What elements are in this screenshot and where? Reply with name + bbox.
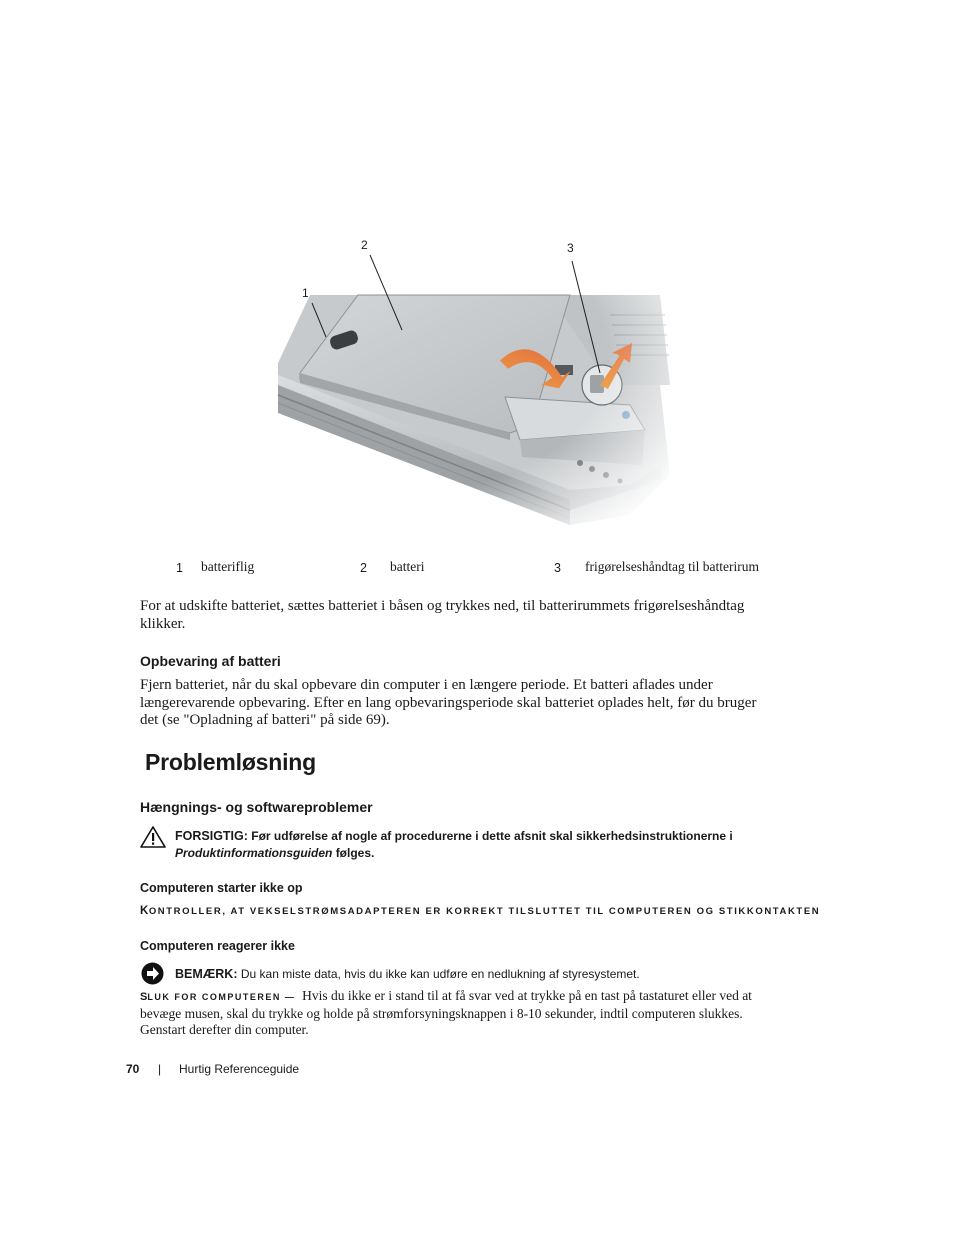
caution-text-end: følges.	[335, 846, 375, 860]
laptop-battery-drawing	[270, 235, 690, 535]
section-title: Problemløsning	[145, 749, 316, 775]
no-response-heading: Computeren reagerer ikke	[140, 939, 295, 953]
text-line: bevæge musen, skal du trykke og holde på strømforsyningsknappen i 8-10 sekunder, indtil computeren slukkes.	[140, 1005, 743, 1021]
callout-2: 2	[361, 238, 368, 252]
footer-separator: |	[158, 1062, 162, 1076]
legend-number: 1	[176, 561, 183, 575]
legend-label: batteri	[390, 559, 425, 574]
text-line: Hvis du ikke er i stand til at få svar ved at trykke på en tast på tastaturet eller ved at	[302, 988, 752, 1003]
notice-note	[175, 966, 795, 983]
callout-1: 1	[302, 286, 309, 300]
legend-number: 2	[360, 561, 367, 575]
footer-title: Hurtig Referenceguide	[179, 1062, 300, 1076]
caution-label: FORSIGTIG:	[175, 829, 248, 843]
no-start-instruction	[140, 905, 820, 917]
text-line: det (se "Opladning af batteri" på side 69).	[140, 712, 390, 728]
notice-icon	[141, 962, 164, 990]
no-start-heading: Computeren starter ikke op	[140, 881, 303, 895]
text-line: klikker.	[140, 615, 186, 632]
text-line: længerevarende opbevaring. Efter en lang opbevaringsperiode skal batteriet oplades helt, før du bruger	[140, 694, 757, 711]
hang-heading: Hængnings- og softwareproblemer	[140, 799, 373, 815]
shutdown-paragraph	[140, 988, 820, 1039]
replace-battery-paragraph	[140, 598, 810, 633]
text-line: Genstart derefter din computer.	[140, 1022, 309, 1037]
instruction-text: ONTROLLER, AT VEKSELSTRØMSADAPTEREN ER KORREKT TILSLUTTET TIL COMPUTEREN OG STIKKONTAKTEN	[148, 906, 821, 917]
action-label: LUK FOR COMPUTEREN —	[147, 992, 296, 1002]
text-line: For at udskifte batteriet, sættes batteriet i båsen og trykkes ned, til batterirummets frigørelseshåndtag	[140, 598, 745, 614]
notice-label: BEMÆRK:	[175, 967, 238, 981]
caution-text: Før udførelse af nogle af procedurerne i dette afsnit skal sikkerhedsinstruktionerne i	[251, 829, 733, 843]
caution-note	[175, 828, 795, 862]
callout-3: 3	[567, 241, 574, 255]
legend-label: frigørelseshåndtag til batterirum	[585, 559, 759, 574]
battery-illustration	[270, 235, 690, 535]
legend-number: 3	[554, 561, 561, 575]
page-number: 70	[126, 1062, 140, 1076]
text-line: Fjern batteriet, når du skal opbevare din computer i en længere periode. Et batteri aflades under	[140, 677, 713, 693]
caution-icon	[140, 826, 166, 853]
instruction-initial: K	[140, 905, 149, 917]
legend-label: batteriflig	[201, 559, 255, 574]
notice-text: Du kan miste data, hvis du ikke kan udføre en nedlukning af styresystemet.	[240, 967, 640, 981]
caution-guide-title: Produktinformationsguiden	[175, 846, 333, 860]
action-initial: S	[140, 991, 148, 1003]
storage-paragraph	[140, 677, 810, 730]
storage-heading: Opbevaring af batteri	[140, 653, 281, 669]
